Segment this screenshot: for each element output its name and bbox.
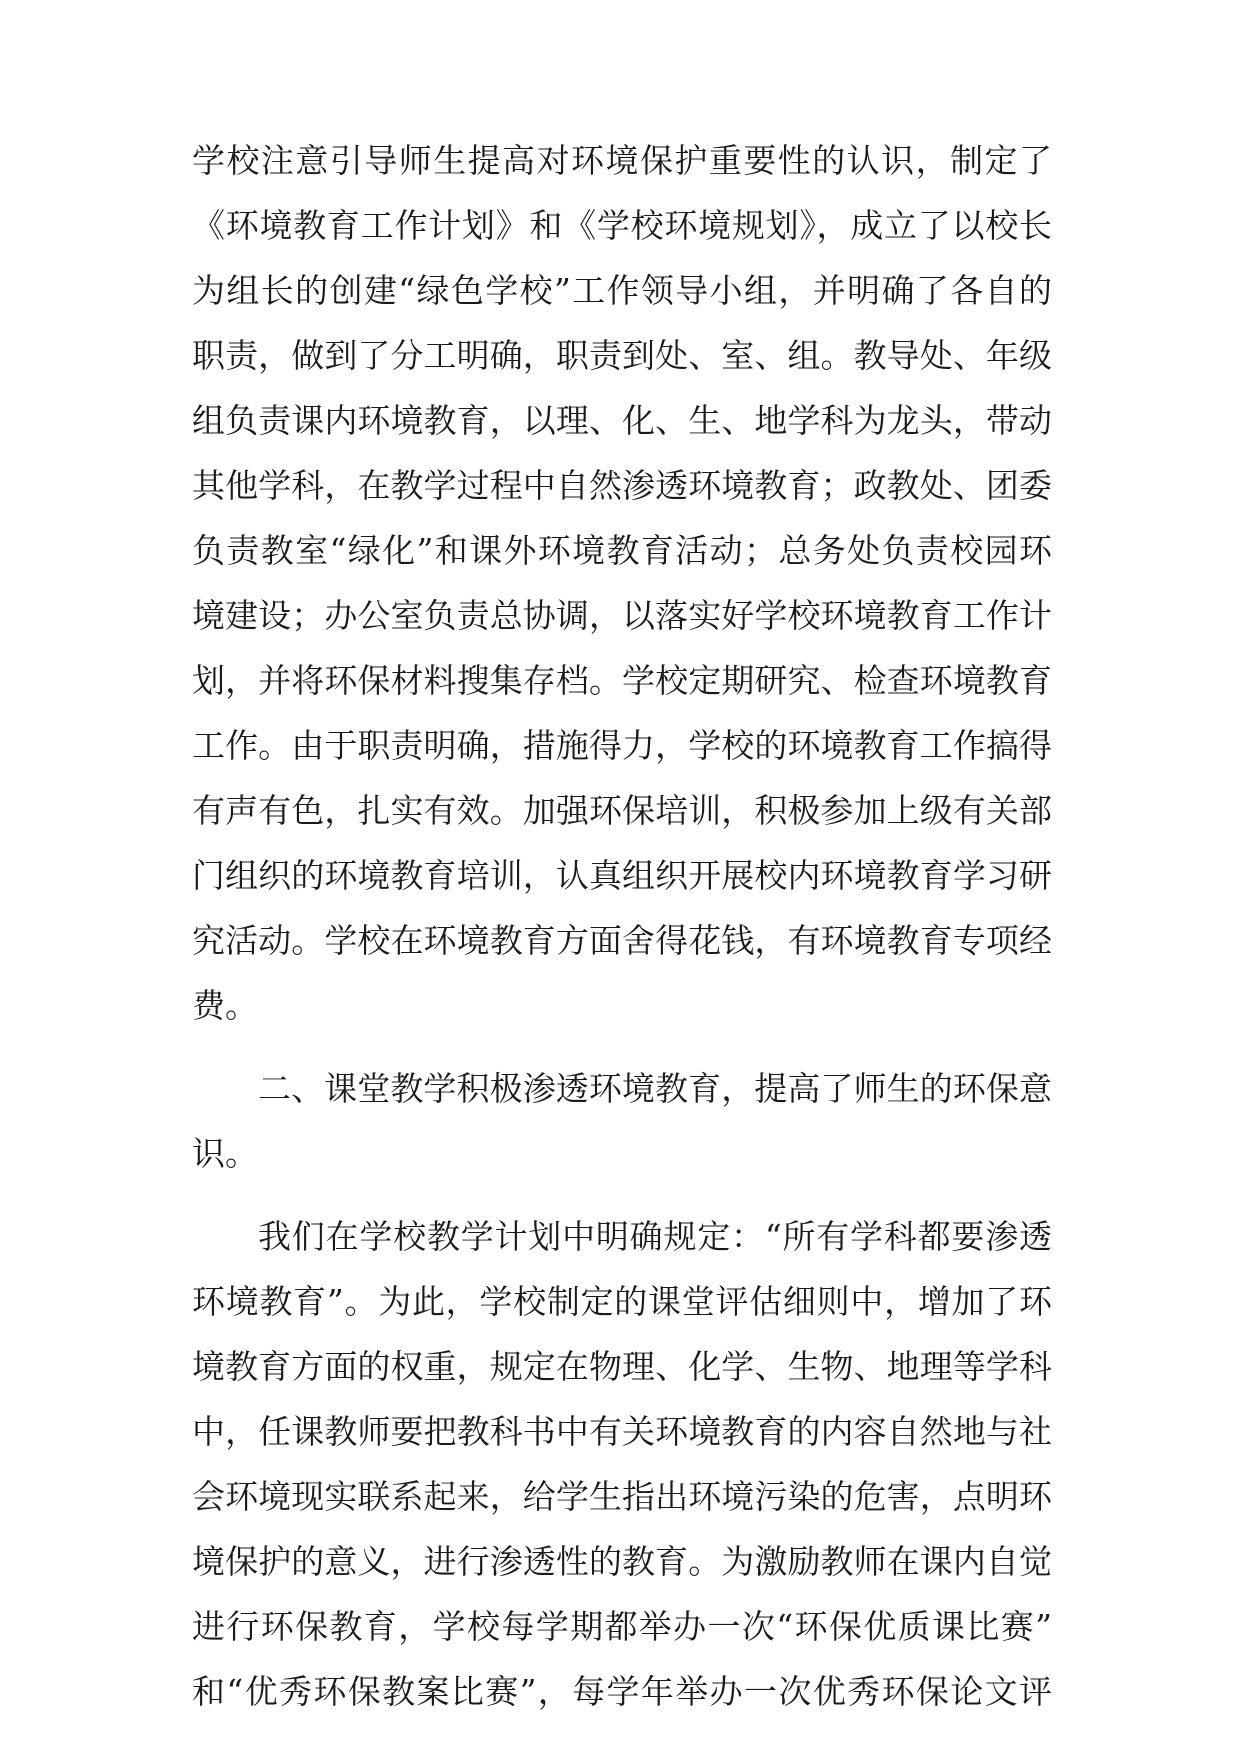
text-line: 究活动。学校在环境教育方面舍得花钱，有环境教育专项经 — [192, 921, 1052, 960]
text-line: 门组织的环境教育培训，认真组织开展校内环境教育学习研 — [192, 856, 1052, 895]
text-line: 境建设；办公室负责总协调，以落实好学校环境教育工作计 — [192, 596, 1052, 635]
text-line: 费。 — [192, 986, 258, 1025]
text-line: 我们在学校教学计划中明确规定：“所有学科都要渗透 — [258, 1217, 1052, 1256]
text-line: 和“优秀环保教案比赛”，每学年举办一次优秀环保论文评 — [192, 1672, 1052, 1711]
text-line: 境教育方面的权重，规定在物理、化学、生物、地理等学科 — [192, 1347, 1052, 1386]
text-line: 职责，做到了分工明确，职责到处、室、组。教导处、年级 — [192, 336, 1052, 375]
text-line: 中，任课教师要把教科书中有关环境教育的内容自然地与社 — [192, 1412, 1052, 1451]
text-line: 识。 — [192, 1134, 258, 1173]
text-line: 为组长的创建“绿色学校”工作领导小组，并明确了各自的 — [192, 271, 1052, 310]
text-line: 进行环保教育，学校每学期都举办一次“环保优质课比赛” — [192, 1607, 1052, 1646]
text-line: 有声有色，扎实有效。加强环保培训，积极参加上级有关部 — [192, 791, 1052, 830]
text-line: 环境教育”。为此，学校制定的课堂评估细则中，增加了环 — [192, 1282, 1052, 1321]
body-text — [192, 128, 1052, 1724]
text-line: 工作。由于职责明确，措施得力，学校的环境教育工作搞得 — [192, 726, 1052, 765]
text-line: 《环境教育工作计划》和《学校环境规划》，成立了以校长 — [192, 206, 1052, 245]
paragraph-1 — [192, 128, 1052, 1038]
text-line: 二、课堂教学积极渗透环境教育，提高了师生的环保意 — [258, 1069, 1052, 1108]
text-line: 会环境现实联系起来，给学生指出环境污染的危害，点明环 — [192, 1477, 1052, 1516]
paragraph-2-heading — [192, 1056, 1052, 1186]
text-line: 学校注意引导师生提高对环境保护重要性的认识，制定了 — [192, 141, 1052, 180]
paragraph-3 — [192, 1204, 1052, 1724]
text-line: 境保护的意义，进行渗透性的教育。为激励教师在课内自觉 — [192, 1542, 1052, 1581]
text-line: 划，并将环保材料搜集存档。学校定期研究、检查环境教育 — [192, 661, 1052, 700]
text-line: 其他学科，在教学过程中自然渗透环境教育；政教处、团委 — [192, 466, 1052, 505]
text-line: 组负责课内环境教育，以理、化、生、地学科为龙头，带动 — [192, 401, 1052, 440]
text-line: 负责教室“绿化”和课外环境教育活动；总务处负责校园环 — [192, 531, 1052, 570]
